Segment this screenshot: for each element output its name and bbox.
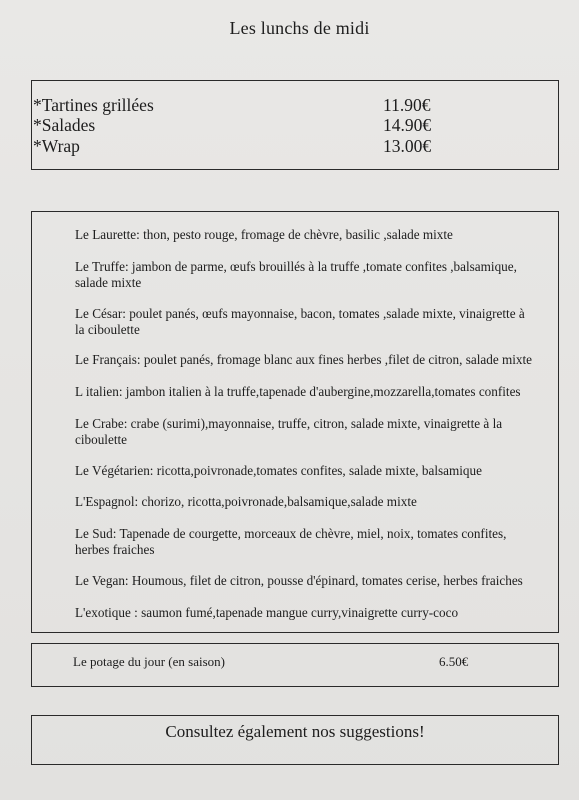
category-label: *Salades: [33, 115, 96, 135]
menu-item: Le Français: poulet panés, fromage blanc aux fines herbes ,filet de citron, salade mixte: [75, 352, 532, 367]
suggestion-box: [31, 715, 559, 765]
menu-item: Le Végétarien: ricotta,poivronade,tomates confites, salade mixte, balsamique: [75, 463, 482, 478]
menu-item: Le César: poulet panés, œufs mayonnaise, bacon, tomates ,salade mixte, vinaigrette à la ciboulette: [75, 306, 525, 337]
menu-box: [31, 211, 559, 633]
suggestion-text: Consultez également nos suggestions!: [165, 722, 425, 741]
menu-item: L'exotique : saumon fumé,tapenade mangue curry,vinaigrette curry-coco: [75, 605, 459, 620]
menu-item: Le Sud: Tapenade de courgette, morceaux de chèvre, miel, noix, tomates confites, herbes fraiches: [75, 526, 507, 557]
page-title: Les lunchs de midi: [229, 18, 370, 38]
soup-box: [31, 643, 559, 687]
menu-item: Le Crabe: crabe (surimi),mayonnaise, truffe, citron, salade mixte, vinaigrette à la ciboulette: [75, 416, 503, 447]
category-label: *Wrap: [33, 136, 80, 156]
soup-price: 6.50€: [439, 654, 469, 669]
category-price: 11.90€: [383, 95, 431, 115]
category-price: 14.90€: [383, 115, 432, 135]
soup-label: Le potage du jour (en saison): [73, 654, 225, 669]
menu-item: L italien: jambon italien à la truffe,tapenade d'aubergine,mozzarella,tomates confites: [75, 384, 521, 399]
menu-item: Le Vegan: Houmous, filet de citron, pousse d'épinard, tomates cerise, herbes fraiches: [75, 573, 523, 588]
category-label: *Tartines grillées: [33, 95, 154, 115]
menu-item: Le Laurette: thon, pesto rouge, fromage de chèvre, basilic ,salade mixte: [75, 227, 453, 242]
price-box: [31, 80, 559, 170]
category-price: 13.00€: [383, 136, 432, 156]
menu-item: L'Espagnol: chorizo, ricotta,poivronade,balsamique,salade mixte: [75, 494, 417, 509]
menu-item: Le Truffe: jambon de parme, œufs brouillés à la truffe ,tomate confites ,balsamique, salade mixte: [75, 259, 517, 290]
